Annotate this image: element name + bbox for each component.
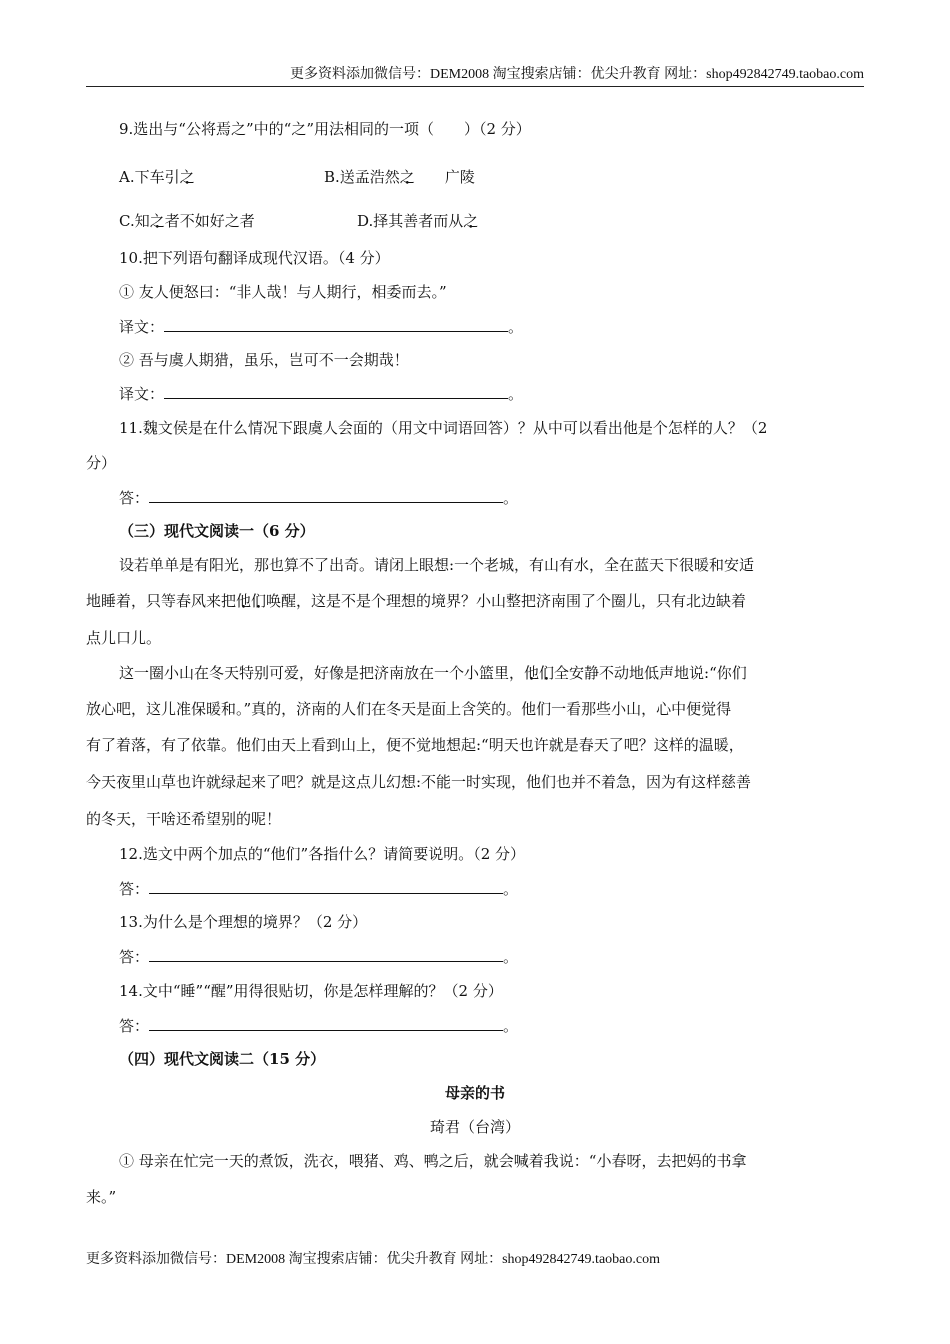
answer-12-blank[interactable] <box>149 879 503 894</box>
question-9: 9.选出与“公将焉之”中的“之”用法相同的一项（ ）（2 分） <box>119 120 531 138</box>
answer-end: 。 <box>503 1017 519 1035</box>
question-14: 14.文中“睡”“醒”用得很贴切，你是怎样理解的？（2 分） <box>119 982 503 1000</box>
passage-2-line3: 有了着落，有了依靠。他们由天上看到山上，便不觉地想起:“明天也许就是春天了吧？这样的温暖， <box>86 736 744 754</box>
translation-1-blank[interactable] <box>164 317 508 332</box>
question-10: 10.把下列语句翻译成现代汉语。（4 分） <box>119 249 390 267</box>
answer-12 <box>119 878 518 899</box>
answer-end: 。 <box>503 948 519 966</box>
dotted-char: 们 <box>251 592 267 610</box>
dotted-char: 们 <box>539 664 555 682</box>
page-footer: 更多资料添加微信号：DEM2008 淘宝搜索店铺：优尖升教育 网址：shop492842749.taobao.com <box>86 1252 660 1267</box>
passage-2-line1 <box>119 662 747 683</box>
translation-label: 译文： <box>119 385 165 403</box>
question-11-line2: 分） <box>86 454 117 472</box>
article-p1-line1: ① 母亲在忙完一天的煮饭，洗衣，喂猪、鸡、鸭之后，就会喊着我说：“小春呀，去把妈的书拿 <box>119 1152 747 1170</box>
answer-14 <box>119 1015 518 1036</box>
question-12: 12.选文中两个加点的“他们”各指什么？请简要说明。（2 分） <box>119 845 526 863</box>
option-d-dotted: 之 <box>463 212 479 230</box>
option-c-text: C.知 <box>119 212 150 230</box>
question-13: 13.为什么是个理想的境界？（2 分） <box>119 913 368 931</box>
option-b <box>324 166 475 187</box>
passage-2-line5: 的冬天，干啥还希望别的呢！ <box>86 810 282 828</box>
answer-end: 。 <box>503 489 519 507</box>
section-4-title: （四）现代文阅读二（15 分） <box>119 1050 326 1068</box>
translation-end: 。 <box>508 318 524 336</box>
passage-2-line4: 今天夜里山草也许就绿起来了吧？就是这点儿幻想:不能一时实现，他们也并不着急，因为有这样慈善 <box>86 773 752 791</box>
article-author: 琦君（台湾） <box>429 1118 520 1136</box>
answer-13-blank[interactable] <box>149 947 503 962</box>
question-11-line1: 11.魏文侯是在什么情况下跟虞人会面的（用文中词语回答）？从中可以看出他是个怎样的人？（2 <box>119 419 768 437</box>
option-d <box>357 210 478 231</box>
page-header: 更多资料添加微信号：DEM2008 淘宝搜索店铺：优尖升教育 网址：shop492842749.taobao.com <box>86 66 864 87</box>
option-d-text: D.择其善者而从 <box>357 212 464 230</box>
passage-text: 唤醒，这是不是个理想的境界？小山整把济南围了个圈儿，只有北边缺着 <box>266 592 747 610</box>
sentence-2: ② 吾与虞人期猎，虽乐，岂可不一会期哉！ <box>119 351 409 369</box>
answer-11 <box>119 487 518 508</box>
answer-13 <box>119 946 518 967</box>
article-title: 母亲的书 <box>444 1084 505 1102</box>
option-c <box>119 210 255 231</box>
answer-label: 答： <box>119 489 150 507</box>
translation-2-blank[interactable] <box>164 384 508 399</box>
section-3-title: （三）现代文阅读一（6 分） <box>119 522 315 540</box>
passage-1-line2 <box>86 590 746 611</box>
answer-end: 。 <box>503 880 519 898</box>
answer-label: 答： <box>119 948 150 966</box>
dotted-char: 他 <box>236 592 252 610</box>
option-c-tail: 者不如好之者 <box>164 212 255 230</box>
answer-label: 答： <box>119 1017 150 1035</box>
option-c-dotted: 之 <box>149 212 165 230</box>
translation-1 <box>119 316 523 337</box>
passage-1-line3: 点儿口儿。 <box>86 629 162 647</box>
option-b-dotted: 之 <box>399 168 415 186</box>
translation-label: 译文： <box>119 318 165 336</box>
passage-1-line1: 设若单单是有阳光，那也算不了出奇。请闭上眼想:一个老城，有山有水，全在蓝天下很暖和安适 <box>119 556 755 574</box>
article-p1-line2: 来。” <box>86 1188 117 1206</box>
passage-text: 地睡着，只等春风来把 <box>86 592 237 610</box>
passage-2-line2: 放心吧，这儿准保暖和。”真的，济南的人们在冬天是面上含笑的。他们一看那些小山，心中便觉得 <box>86 700 732 718</box>
dotted-char: 他 <box>524 664 540 682</box>
option-a-text: A.下车引 <box>119 168 180 186</box>
answer-11-blank[interactable] <box>149 488 503 503</box>
option-b-text: B.送孟浩然 <box>324 168 400 186</box>
option-a-dotted: 之 <box>179 168 195 186</box>
answer-14-blank[interactable] <box>149 1016 503 1031</box>
option-a <box>119 166 195 187</box>
passage-text: 这一圈小山在冬天特别可爱，好像是把济南放在一个小篮里， <box>119 664 525 682</box>
translation-end: 。 <box>508 385 524 403</box>
answer-label: 答： <box>119 880 150 898</box>
option-b-tail: 广陵 <box>414 168 475 186</box>
translation-2 <box>119 383 523 404</box>
passage-text: 全安静不动地低声地说:“你们 <box>554 664 747 682</box>
sentence-1: ① 友人便怒曰：“非人哉！与人期行，相委而去。” <box>119 283 447 301</box>
